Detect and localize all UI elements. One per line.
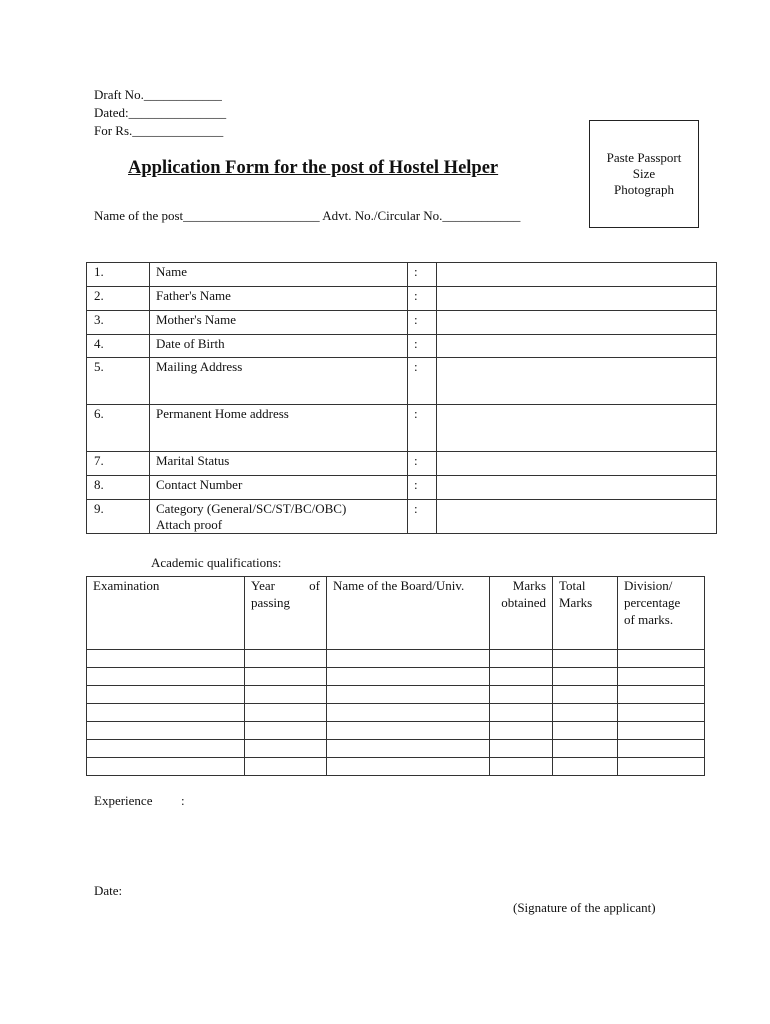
fathers-name-field[interactable] <box>437 287 717 311</box>
table-cell[interactable] <box>327 758 490 776</box>
row-label: Name <box>150 263 408 287</box>
table-cell[interactable] <box>245 704 327 722</box>
experience-label: Experience <box>94 793 153 808</box>
table-cell[interactable] <box>245 650 327 668</box>
total-marks-line-1: Total <box>559 578 586 593</box>
col-examination: Examination <box>87 577 245 650</box>
row-number: 7. <box>87 452 150 476</box>
table-cell[interactable] <box>490 722 553 740</box>
row-label: Mailing Address <box>150 358 408 405</box>
row-number: 8. <box>87 476 150 500</box>
row-number: 3. <box>87 311 150 335</box>
table-cell[interactable] <box>490 668 553 686</box>
table-row <box>87 263 717 287</box>
division-line-3: of marks. <box>624 612 674 627</box>
row-number: 5. <box>87 358 150 405</box>
marks-obtained-line-1: Marks <box>512 578 546 593</box>
form-title: Application Form for the post of Hostel Helper <box>128 158 499 178</box>
table-row <box>87 405 717 452</box>
division-line-1: Division/ <box>624 578 673 593</box>
col-total-marks <box>553 577 618 650</box>
table-row <box>87 758 705 776</box>
table-cell[interactable] <box>618 740 705 758</box>
row-colon: : <box>408 263 437 287</box>
table-cell[interactable] <box>553 740 618 758</box>
table-row <box>87 452 717 476</box>
permanent-address-field[interactable] <box>437 405 717 452</box>
table-cell[interactable] <box>618 668 705 686</box>
table-cell[interactable] <box>618 758 705 776</box>
table-cell[interactable] <box>245 686 327 704</box>
table-cell[interactable] <box>618 686 705 704</box>
table-cell[interactable] <box>553 704 618 722</box>
draft-no-line: Draft No.____________ <box>94 87 222 102</box>
academic-heading: Academic qualifications: <box>151 555 282 570</box>
table-cell[interactable] <box>490 704 553 722</box>
table-cell[interactable] <box>618 722 705 740</box>
table-cell[interactable] <box>327 650 490 668</box>
marks-obtained-line-2: obtained <box>501 595 546 610</box>
post-advt-line: Name of the post_____________________ Advt. No./Circular No.____________ <box>94 208 521 223</box>
photo-box-line-1: Paste Passport <box>606 150 682 165</box>
table-cell[interactable] <box>618 650 705 668</box>
date-of-birth-field[interactable] <box>437 335 717 358</box>
passport-photo-box[interactable] <box>589 120 699 228</box>
table-cell[interactable] <box>553 722 618 740</box>
table-cell[interactable] <box>245 758 327 776</box>
row-colon: : <box>408 335 437 358</box>
col-year-of-passing: Year of passing <box>245 577 327 650</box>
col-division <box>618 577 705 650</box>
table-cell[interactable] <box>245 740 327 758</box>
photo-box-line-3: Photograph <box>614 182 674 197</box>
table-cell[interactable] <box>327 722 490 740</box>
table-row <box>87 500 717 534</box>
table-row <box>87 476 717 500</box>
table-cell[interactable] <box>327 668 490 686</box>
row-number: 6. <box>87 405 150 452</box>
row-label: Father's Name <box>150 287 408 311</box>
table-cell[interactable] <box>490 758 553 776</box>
dated-line: Dated:_______________ <box>94 105 227 120</box>
row-colon: : <box>408 287 437 311</box>
row-colon: : <box>408 405 437 452</box>
name-field[interactable] <box>437 263 717 287</box>
table-cell[interactable] <box>87 704 245 722</box>
row-label: Marital Status <box>150 452 408 476</box>
table-cell[interactable] <box>327 740 490 758</box>
table-cell[interactable] <box>87 668 245 686</box>
table-cell[interactable] <box>327 704 490 722</box>
table-row <box>87 650 705 668</box>
table-cell[interactable] <box>618 704 705 722</box>
academic-header-row <box>87 577 705 650</box>
marital-status-field[interactable] <box>437 452 717 476</box>
table-cell[interactable] <box>87 686 245 704</box>
for-rs-line: For Rs.______________ <box>94 123 224 138</box>
row-colon: : <box>408 452 437 476</box>
academic-table <box>86 576 705 776</box>
row-label: Contact Number <box>150 476 408 500</box>
table-cell[interactable] <box>327 686 490 704</box>
table-cell[interactable] <box>87 740 245 758</box>
table-cell[interactable] <box>87 758 245 776</box>
draft-block <box>94 86 226 140</box>
experience-colon: : <box>181 793 185 808</box>
table-cell[interactable] <box>87 650 245 668</box>
table-cell[interactable] <box>490 740 553 758</box>
total-marks-line-2: Marks <box>559 595 593 610</box>
table-cell[interactable] <box>87 722 245 740</box>
table-row <box>87 704 705 722</box>
table-row <box>87 740 705 758</box>
row-colon: : <box>408 476 437 500</box>
mothers-name-field[interactable] <box>437 311 717 335</box>
row-label: Date of Birth <box>150 335 408 358</box>
table-cell[interactable] <box>553 650 618 668</box>
table-cell[interactable] <box>245 668 327 686</box>
division-line-2: percentage <box>624 595 681 610</box>
row-number: 4. <box>87 335 150 358</box>
row-label: Permanent Home address <box>150 405 408 452</box>
row-colon: : <box>408 311 437 335</box>
col-board: Name of the Board/Univ. <box>327 577 490 650</box>
table-cell[interactable] <box>490 650 553 668</box>
row-colon: : <box>408 500 437 534</box>
category-field[interactable] <box>437 500 717 534</box>
table-cell[interactable] <box>553 758 618 776</box>
col-marks-obtained <box>490 577 553 650</box>
table-row <box>87 335 717 358</box>
table-cell[interactable] <box>553 668 618 686</box>
mailing-address-field[interactable] <box>437 358 717 405</box>
table-cell[interactable] <box>245 722 327 740</box>
signature-label: (Signature of the applicant) <box>513 900 656 915</box>
table-row <box>87 311 717 335</box>
table-cell[interactable] <box>553 686 618 704</box>
photo-box-line-2: Size <box>632 166 656 181</box>
personal-details-table <box>86 262 717 534</box>
table-row <box>87 686 705 704</box>
attach-proof-label: Attach proof <box>156 517 223 532</box>
category-label: Category (General/SC/ST/BC/OBC) <box>156 501 347 516</box>
table-row <box>87 358 717 405</box>
table-row <box>87 668 705 686</box>
row-number: 2. <box>87 287 150 311</box>
table-cell[interactable] <box>490 686 553 704</box>
date-label: Date: <box>94 883 123 898</box>
row-number: 1. <box>87 263 150 287</box>
row-number: 9. <box>87 500 150 534</box>
table-row <box>87 287 717 311</box>
row-label <box>150 500 408 534</box>
row-colon: : <box>408 358 437 405</box>
contact-number-field[interactable] <box>437 476 717 500</box>
table-row <box>87 722 705 740</box>
row-label: Mother's Name <box>150 311 408 335</box>
